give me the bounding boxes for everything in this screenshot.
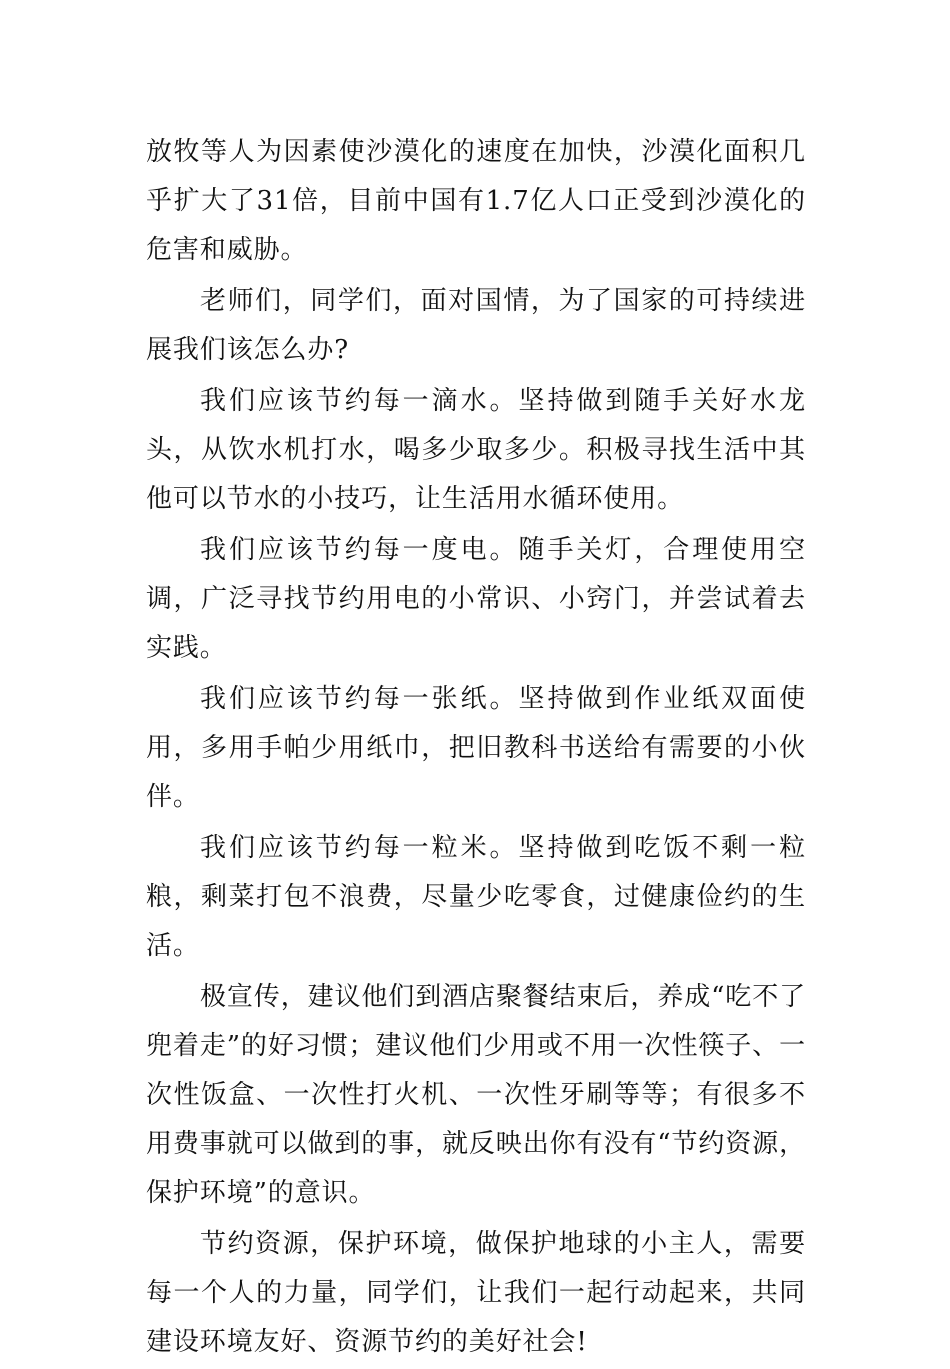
paragraph-question: 老师们，同学们，面对国情，为了国家的可持续进展我们该怎么办? (146, 286, 806, 365)
paragraph-desertification: 放牧等人为因素使沙漠化的速度在加快，沙漠化面积几乎扩大了31倍，目前中国有1.7亿人口正受到沙漠化的危害和威胁。 (146, 137, 806, 265)
paragraph-save-rice: 我们应该节约每一粒米。坚持做到吃饭不剩一粒粮，剩菜打包不浪费，尽量少吃零食，过健康俭约的生活。 (146, 833, 806, 961)
paragraph-save-electricity: 我们应该节约每一度电。随手关灯，合理使用空调，广泛寻找节约用电的小常识、小窍门，并尝试着去实践。 (146, 535, 806, 663)
paragraph-conclusion: 节约资源，保护环境，做保护地球的小主人，需要每一个人的力量，同学们，让我们一起行动起来，共同建设环境友好、资源节约的美好社会! (146, 1229, 806, 1357)
paragraph-save-paper: 我们应该节约每一张纸。坚持做到作业纸双面使用，多用手帕少用纸巾，把旧教科书送给有需要的小伙伴。 (146, 684, 806, 812)
paragraph-publicity: 极宣传，建议他们到酒店聚餐结束后，养成“吃不了兜着走”的好习惯；建议他们少用或不用一次性筷子、一次性饭盒、一次性打火机、一次性牙刷等等；有很多不用费事就可以做到的事，就反映出你有没有“节约资源，保护环境”的意识。 (146, 982, 806, 1208)
paragraph-save-water: 我们应该节约每一滴水。坚持做到随手关好水龙头，从饮水机打水，喝多少取多少。积极寻找生活中其他可以节水的小技巧，让生活用水循环使用。 (146, 386, 806, 514)
document-body (146, 128, 806, 1369)
